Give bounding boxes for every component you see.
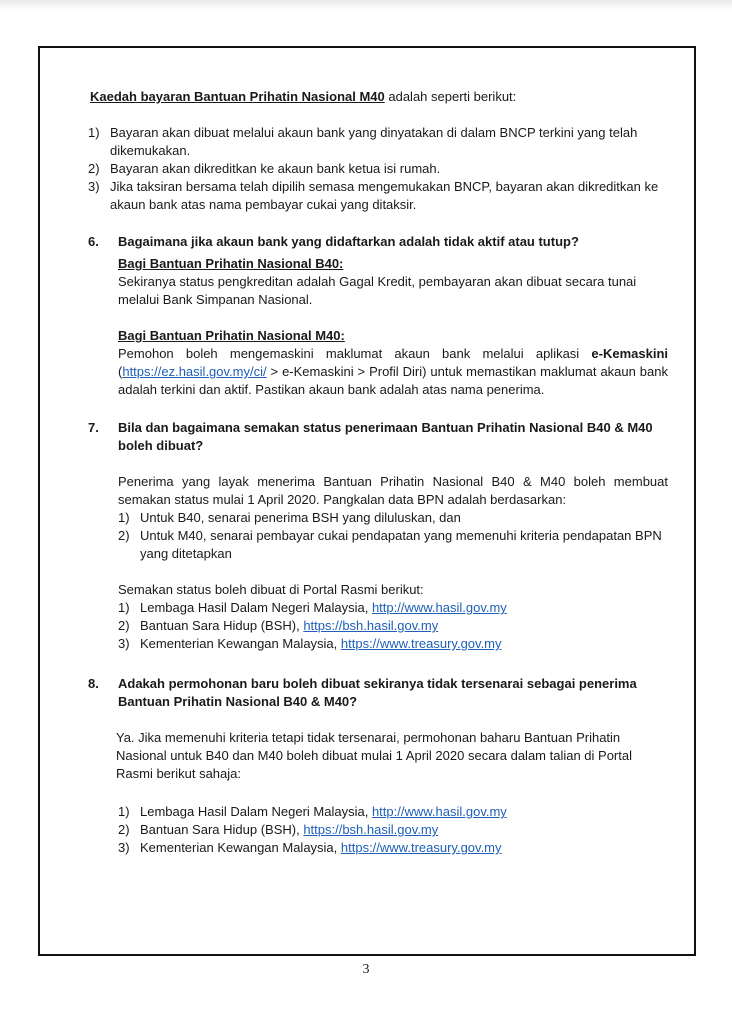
page-content	[88, 88, 668, 857]
list-item	[118, 527, 668, 563]
list-item	[118, 617, 668, 635]
q6-m40-section	[118, 327, 668, 399]
list-text: Bayaran akan dibuat melalui akaun bank yang dinyatakan di dalam BNCP terkini yang telah dikemukakan.	[110, 125, 638, 158]
portal-name: Bantuan Sara Hidup (BSH),	[140, 822, 304, 837]
list-item	[118, 839, 668, 857]
list-item	[118, 509, 668, 527]
treasury-link[interactable]: https://www.treasury.gov.my	[340, 840, 502, 855]
m40-text-start: Pemohon boleh mengemaskini maklumat akaun bank melalui aplikasi	[118, 346, 592, 361]
portal-name: Lembaga Hasil Dalam Negeri Malaysia,	[140, 804, 372, 819]
list-item	[88, 160, 668, 178]
q7-answer	[118, 473, 668, 653]
list-number: 1)	[118, 510, 130, 525]
list-number: 1)	[88, 125, 100, 140]
list-text: Jika taksiran bersama telah dipilih semasa mengemukakan BNCP, bayaran akan dikreditkan ke akaun bank atas nama pembayar cukai yang ditaksir.	[110, 179, 659, 212]
question-number: 6.	[88, 234, 99, 249]
portal-name: Kementerian Kewangan Malaysia,	[140, 636, 341, 651]
q7-portal-list	[118, 599, 668, 653]
treasury-link[interactable]: https://www.treasury.gov.my	[340, 636, 502, 651]
portal-name: Lembaga Hasil Dalam Negeri Malaysia,	[140, 600, 372, 615]
page-number: 3	[362, 962, 370, 977]
bsh-link[interactable]: https://bsh.hasil.gov.my	[303, 618, 439, 633]
list-number: 1)	[118, 600, 130, 615]
q8-portal-list	[118, 803, 668, 857]
list-item	[118, 803, 668, 821]
list-number: 3)	[88, 179, 100, 194]
portal-name: Bantuan Sara Hidup (BSH),	[140, 618, 304, 633]
list-number: 1)	[118, 804, 130, 819]
bsh-link[interactable]: https://bsh.hasil.gov.my	[303, 822, 439, 837]
q6-b40-section	[118, 255, 668, 309]
question-text: Bila dan bagaimana semakan status penerimaan Bantuan Prihatin Nasional B40 & M40 boleh dibuat?	[118, 420, 653, 453]
hasil-link[interactable]: http://www.hasil.gov.my	[371, 600, 507, 615]
scan-edge	[0, 0, 732, 10]
b40-text: Sekiranya status pengkreditan adalah Gagal Kredit, pembayaran akan dibuat secara tunai melalui Bank Simpanan Nasional.	[118, 274, 637, 307]
intro-list	[88, 124, 668, 214]
question-8	[88, 675, 668, 711]
ekemaskini-link[interactable]: https://ez.hasil.gov.my/ci/	[122, 364, 267, 379]
q8-para: Ya. Jika memenuhi kriteria tetapi tidak tersenarai, permohonan baharu Bantuan Prihatin Nasional untuk B40 dan M40 boleh dibuat mulai 1 April 2020 secara dalam talian di Portal Rasmi berikut sahaja:	[116, 730, 632, 781]
list-number: 3)	[118, 636, 130, 651]
intro-text: adalah seperti berikut:	[384, 89, 517, 104]
question-text: Bagaimana jika akaun bank yang didaftarkan adalah tidak aktif atau tutup?	[118, 234, 579, 249]
app-name: e-Kemaskini	[591, 346, 668, 361]
q7-portal-intro: Semakan status boleh dibuat di Portal Rasmi berikut:	[118, 582, 424, 597]
list-text: Untuk B40, senarai penerima BSH yang diluluskan, dan	[140, 510, 461, 525]
intro-heading: Kaedah bayaran Bantuan Prihatin Nasional M40	[90, 89, 385, 104]
page-frame	[38, 46, 696, 956]
list-number: 2)	[118, 822, 130, 837]
portal-name: Kementerian Kewangan Malaysia,	[140, 840, 341, 855]
question-7	[88, 419, 668, 455]
list-item	[88, 124, 668, 160]
m40-text	[118, 345, 668, 399]
intro-line	[90, 88, 668, 106]
question-number: 7.	[88, 420, 99, 435]
q7-para: Penerima yang layak menerima Bantuan Prihatin Nasional B40 & M40 boleh membuat semakan status mulai 1 April 2020. Pangkalan data BPN adalah berdasarkan:	[118, 474, 668, 507]
question-6	[88, 233, 668, 251]
list-item	[118, 821, 668, 839]
list-text: Untuk M40, senarai pembayar cukai pendapatan yang memenuhi kriteria pendapatan BPN yang ditetapkan	[140, 528, 662, 561]
b40-heading: Bagi Bantuan Prihatin Nasional B40:	[118, 256, 344, 271]
list-item	[88, 178, 668, 214]
question-number: 8.	[88, 676, 99, 691]
list-item	[118, 635, 668, 653]
q8-answer	[116, 729, 668, 857]
list-number: 2)	[88, 161, 100, 176]
list-item	[118, 599, 668, 617]
hasil-link[interactable]: http://www.hasil.gov.my	[371, 804, 507, 819]
list-number: 2)	[118, 528, 130, 543]
paren-open: (	[118, 364, 123, 379]
list-number: 2)	[118, 618, 130, 633]
m40-heading: Bagi Bantuan Prihatin Nasional M40:	[118, 328, 345, 343]
m40-text-end: > e-Kemaskini > Profil Diri) untuk memastikan maklumat akaun bank adalah terkini dan aktif. Pastikan akaun bank adalah atas nama penerima.	[118, 364, 668, 397]
q7-criteria-list	[118, 509, 668, 563]
list-number: 3)	[118, 840, 130, 855]
list-text: Bayaran akan dikreditkan ke akaun bank ketua isi rumah.	[110, 161, 441, 176]
question-text: Adakah permohonan baru boleh dibuat sekiranya tidak tersenarai sebagai penerima Bantuan Prihatin Nasional B40 & M40?	[118, 676, 637, 709]
